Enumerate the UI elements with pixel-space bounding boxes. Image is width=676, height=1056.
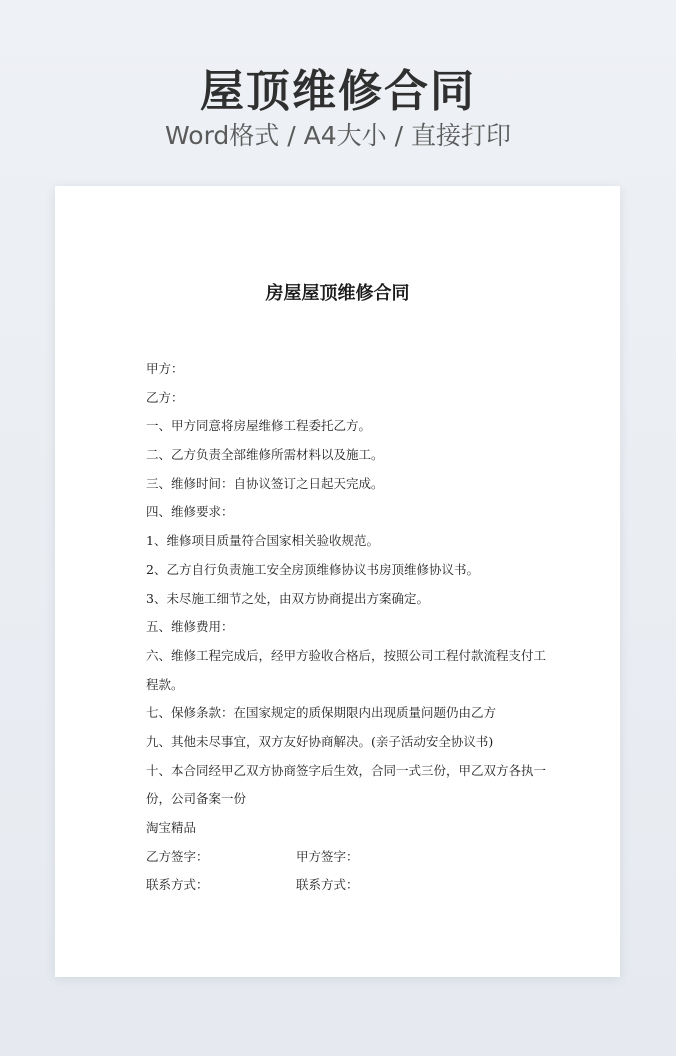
clause-2: 二、乙方负责全部维修所需材料以及施工。 [146, 447, 384, 463]
requirement-3: 3、未尽施工细节之处，由双方协商提出方案确定。 [146, 590, 429, 606]
party-a-signature: 甲方签字： [296, 848, 359, 864]
clause-9: 九、其他未尽事宜，双方友好协商解决。(亲子活动安全协议书) [146, 733, 494, 749]
banner-title: 屋顶维修合同 [200, 66, 476, 117]
signature-row [146, 843, 546, 872]
party-a-line: 甲方： [146, 361, 184, 376]
clause-4-heading: 四、维修要求： [146, 504, 234, 520]
clause-7: 七、保修条款：在国家规定的质保期限内出现质量问题仍由乙方 [146, 705, 497, 721]
requirement-1: 1、维修项目质量符合国家相关验收规范。 [146, 533, 379, 549]
clause-5: 五、维修费用： [146, 619, 234, 635]
note-line: 淘宝精品 [146, 820, 197, 836]
clause-1: 一、甲方同意将房屋维修工程委托乙方。 [146, 418, 372, 434]
requirement-2: 2、乙方自行负责施工安全房顶维修协议书房顶维修协议书。 [146, 561, 479, 577]
clause-6: 六、维修工程完成后，经甲方验收合格后，按照公司工程付款流程支付工程款。 [146, 647, 547, 692]
document-title: 房屋屋顶维修合同 [265, 283, 410, 304]
party-b-signature: 乙方签字： [146, 848, 209, 864]
document-body [146, 355, 546, 900]
contact-row [146, 871, 546, 900]
clause-10: 十、本合同经甲乙双方协商签字后生效，合同一式三份，甲乙双方各执一份，公司备案一份 [146, 762, 547, 807]
document-page [55, 186, 620, 977]
banner-subtitle: Word格式 / A4大小 / 直接打印 [165, 121, 511, 150]
clause-3: 三、维修时间：自协议签订之日起天完成。 [146, 475, 384, 491]
party-b-contact: 联系方式： [146, 877, 209, 893]
party-a-contact: 联系方式： [296, 877, 359, 893]
party-b-line: 乙方： [146, 389, 184, 405]
